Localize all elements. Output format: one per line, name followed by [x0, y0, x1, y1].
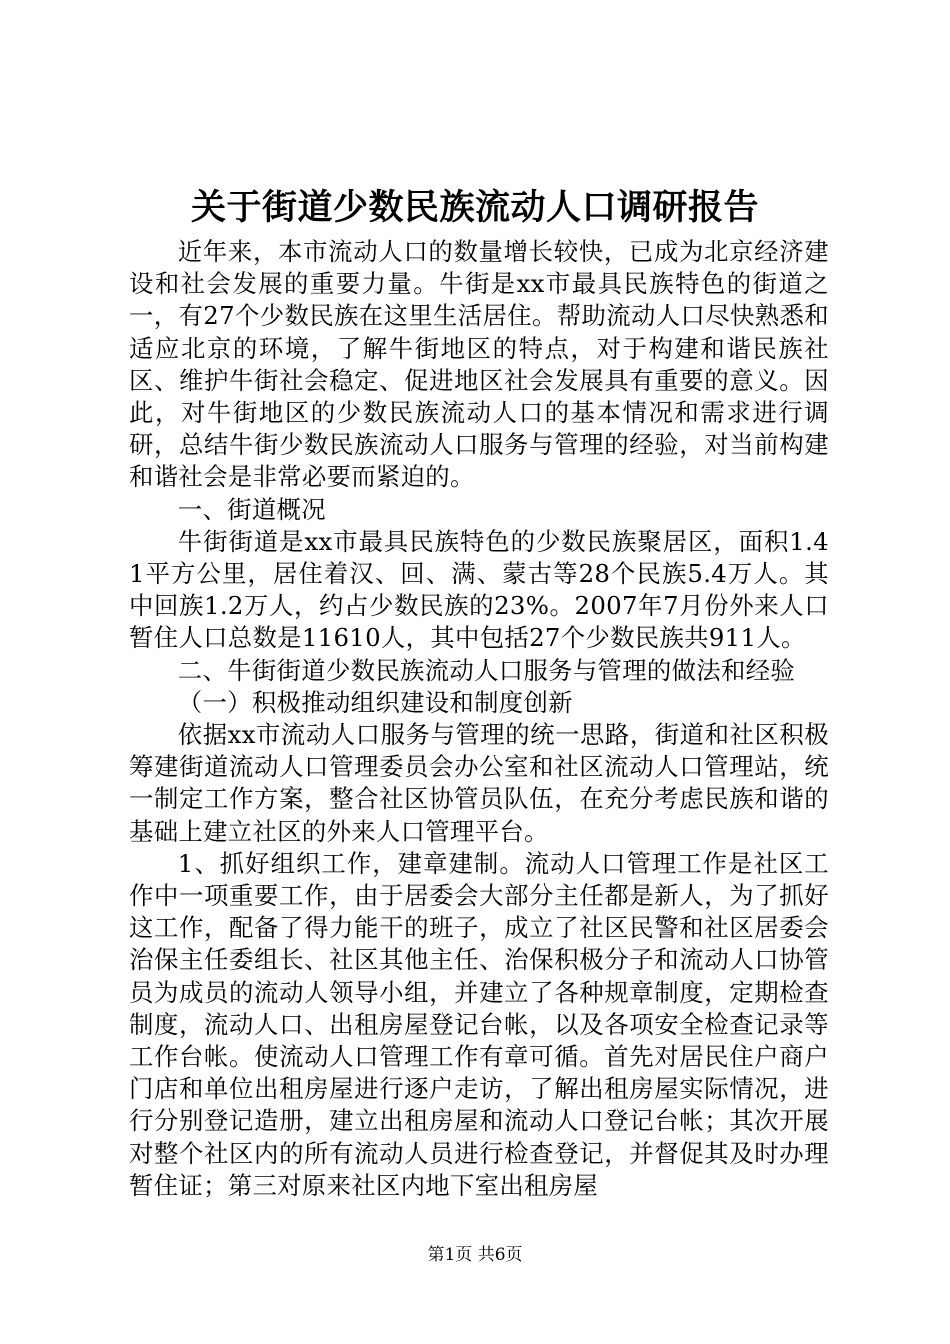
section-heading-overview: 一、街道概况	[177, 494, 326, 524]
page-footer: 第1页 共6页	[427, 1245, 523, 1265]
document-body	[129, 236, 829, 1202]
document-title: 关于街道少数民族流动人口调研报告	[190, 187, 759, 228]
paragraph-intro: 近年来，本市流动人口的数量增长较快，已成为北京经济建设和社会发展的重要力量。牛街是xx市最具民族特色的街道之一，有27个少数民族在这里生活居住。帮助流动人口尽快熟悉和适应北京的环境，了解牛街地区的特点，对于构建和谐民族社区、维护牛街社会稳定、促进地区社会发展具有重要的意义。因此，对牛街地区的少数民族流动人口的基本情况和需求进行调研，总结牛街少数民族流动人口服务与管理的经验，对当前构建和谐社会是非常必要而紧迫的。	[129, 237, 829, 492]
subsection-heading-organization: （一）积极推动组织建设和制度创新	[177, 687, 573, 717]
section-heading-practices: 二、牛街街道少数民族流动人口服务与管理的做法和经验	[177, 655, 796, 685]
paragraph-organization: 依据xx市流动人口服务与管理的统一思路，街道和社区积极筹建街道流动人口管理委员会办公室和社区流动人口管理站，统一制定工作方案，整合社区协管员队伍，在充分考虑民族和谐的基础上建立社区的外来人口管理平台。	[129, 720, 829, 846]
paragraph-overview: 牛街街道是xx市最具民族特色的少数民族聚居区，面积1.41平方公里，居住着汉、回、满、蒙古等28个民族5.4万人。其中回族1.2万人，约占少数民族的23%。2007年7月份外来人口暂住人口总数是11610人，其中包括27个少数民族共911人。	[129, 526, 829, 653]
paragraph-item-1: 1、抓好组织工作，建章建制。流动人口管理工作是社区工作中一项重要工作，由于居委会大部分主任都是新人，为了抓好这工作，配备了得力能干的班子，成立了社区民警和社区居委会治保主任委组长、社区其他主任、治保积极分子和流动人口协管员为成员的流动人领导小组，并建立了各种规章制度，定期检查制度，流动人口、出租房屋登记台帐，以及各项安全检查记录等工作台帐。使流动人口管理工作有章可循。首先对居民住户商户门店和单位出租房屋进行逐户走访，了解出租房屋实际情况，进行分别登记造册，建立出租房屋和流动人口登记台帐；其次开展对整个社区内的所有流动人员进行检查登记，并督促其及时办理暂住证；第三对原来社区内地下室出租房屋	[129, 848, 829, 1200]
